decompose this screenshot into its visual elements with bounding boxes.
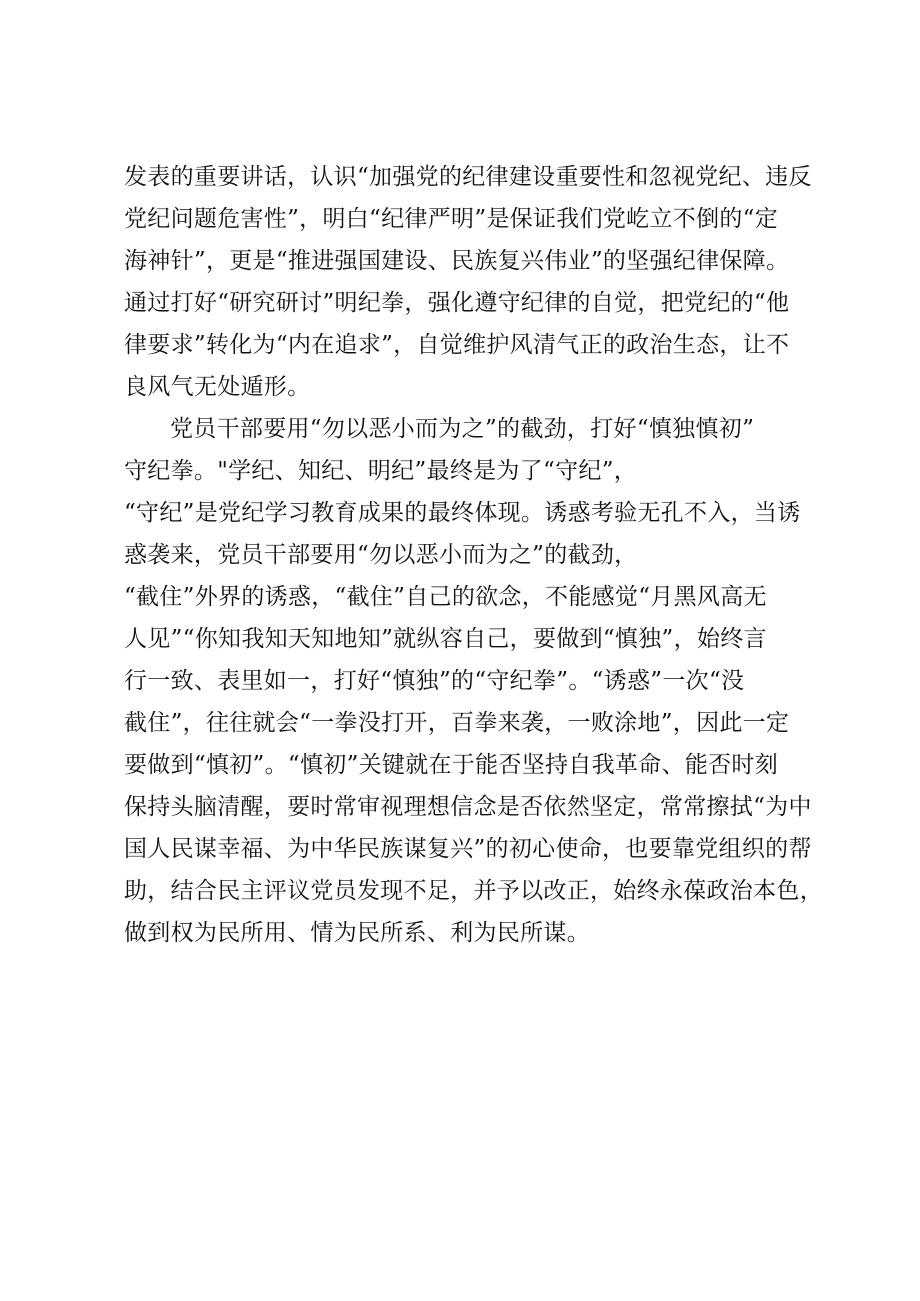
paragraph-2 <box>124 408 823 954</box>
paragraph-1 <box>124 156 814 408</box>
text-line: 国人民谋幸福、为中华民族谋复兴”的初心使命，也要靠党组织的帮 <box>124 836 812 862</box>
text-line: 惑袭来，党员干部要用“勿以恶小而为之”的截劲， <box>124 542 638 568</box>
text-line: 截住”，往往就会“一拳没打开，百拳来袭，一败涂地”，因此一定 <box>124 710 790 736</box>
text-line: 人见”“你知我知天知地知”就纵容自己，要做到“慎独”，始终言 <box>124 626 767 652</box>
text-line: “截住”外界的诱惑，“截住”自己的欲念，不能感觉“月黑风高无 <box>124 584 767 610</box>
text-line: 行一致、表里如一，打好“慎独”的“守纪拳”。“诱惑”一次“没 <box>124 668 745 694</box>
text-line: 发表的重要讲话，认识“加强党的纪律建设重要性和忽视党纪、违反 <box>124 164 812 190</box>
text-line: 党纪问题危害性”，明白“纪律严明”是保证我们党屹立不倒的“定 <box>124 206 779 232</box>
text-line: 做到权为民所用、情为民所系、利为民所谋。 <box>124 920 590 946</box>
text-line: “守纪”是党纪学习教育成果的最终体现。诱惑考验无孔不入，当诱 <box>124 500 801 526</box>
text-line: 要做到“慎初”。“慎初”关键就在于能否坚持自我革命、能否时刻 <box>124 752 779 778</box>
text-line: 助，结合民主评议党员发现不足，并予以改正，始终永葆政治本色， <box>124 878 823 904</box>
text-line: 通过打好“研究研讨”明纪拳，强化遵守纪律的自觉，把党纪的“他 <box>124 290 790 316</box>
text-line: 律要求”转化为“内在追求”，自觉维护风清气正的政治生态，让不 <box>124 332 790 358</box>
text-line: 守纪拳。"学纪、知纪、明纪”最终是为了“守纪”， <box>124 458 638 484</box>
text-line: 保持头脑清醒，要时常审视理想信念是否依然坚定，常常擦拭“为中 <box>124 794 812 820</box>
document-body <box>124 156 823 954</box>
text-line: 党员干部要用“勿以恶小而为之”的截劲，打好“慎独慎初” <box>170 416 755 442</box>
text-line: 良风气无处遁形。 <box>124 374 311 400</box>
text-line: 海神针”，更是“推进强国建设、民族复兴伟业”的坚强纪律保障。 <box>124 248 790 274</box>
